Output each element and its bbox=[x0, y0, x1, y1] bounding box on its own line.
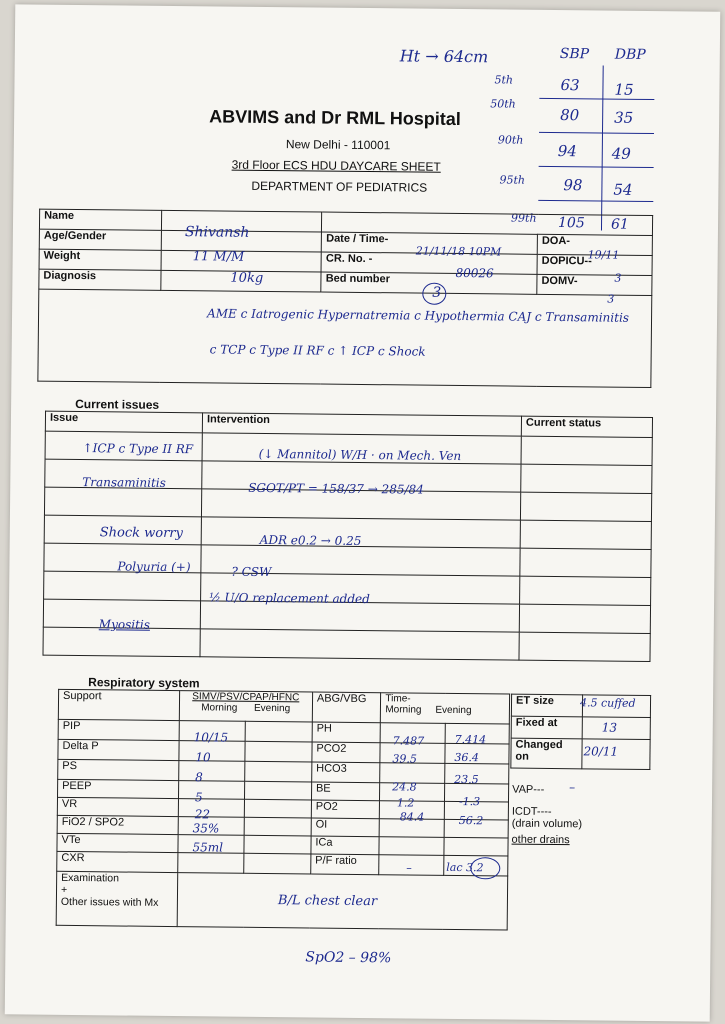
abg-label-row: PH bbox=[312, 722, 381, 743]
bp-pct-4: 99th bbox=[511, 211, 537, 225]
admission-date: 21/11/18 10PM bbox=[415, 244, 502, 259]
spo2-note: SpO2 – 98% bbox=[305, 949, 392, 967]
diagnosis-label: Diagnosis bbox=[39, 269, 161, 290]
vent-label: PEEP bbox=[58, 779, 179, 798]
abg-label-row: HCO3 bbox=[312, 762, 381, 783]
ph-morning: 7.487 bbox=[392, 734, 425, 748]
name-label: Name bbox=[39, 209, 161, 230]
bp-pct-0: 5th bbox=[494, 73, 514, 87]
abg-label-row: ICa bbox=[311, 836, 380, 855]
status-header: Current status bbox=[521, 416, 652, 437]
patient-table bbox=[37, 209, 653, 388]
mode-label: SIMV/PSV/CPAP/HFNC bbox=[192, 691, 300, 704]
dopicu-label: DOPICU-- bbox=[537, 254, 652, 275]
bed-label: Bed number bbox=[321, 272, 537, 294]
patient-age: 11 M/M bbox=[192, 249, 245, 265]
vr-morning: 22 bbox=[194, 807, 211, 822]
cr-number: 80026 bbox=[455, 265, 494, 281]
daycare-sheet bbox=[5, 4, 721, 1021]
pip-morning: 10/15 bbox=[193, 730, 229, 745]
sbp-label: SBP bbox=[559, 46, 590, 63]
vent-label: Delta P bbox=[58, 739, 179, 760]
abg-label-row: BE bbox=[311, 782, 380, 801]
ph-evening: 7.414 bbox=[454, 732, 487, 747]
bp-sbp-2: 94 bbox=[557, 142, 577, 161]
bp-pct-2: 90th bbox=[497, 133, 524, 147]
abg-label-row: P/F ratio bbox=[311, 854, 380, 875]
issue-row-4: Polyuria (+) bbox=[117, 559, 191, 575]
issue-header: Issue bbox=[45, 411, 202, 433]
hospital-name: ABVIMS and Dr RML Hospital bbox=[209, 106, 461, 130]
department: DEPARTMENT OF PEDIATRICS bbox=[251, 178, 428, 195]
issue-row-0: ↑ICP c Type II RF bbox=[82, 441, 194, 457]
abg-label-row: OI bbox=[311, 818, 380, 837]
vent-label: FiO2 / SPO2 bbox=[57, 815, 178, 834]
bp-pct-1: 50th bbox=[490, 97, 516, 111]
vent-label: PS bbox=[58, 759, 179, 780]
patient-weight: 10kg bbox=[230, 270, 264, 286]
pco2-evening: 36.4 bbox=[454, 750, 480, 765]
hospital-city: New Delhi - 110001 bbox=[285, 137, 391, 153]
fio2-morning: 35% bbox=[192, 821, 220, 836]
fixed-label: Fixed at bbox=[511, 716, 582, 739]
bp-dbp-0: 15 bbox=[614, 80, 634, 99]
bp-sbp-4: 105 bbox=[557, 215, 585, 232]
doa-value: 19/11 bbox=[587, 248, 620, 262]
bed-number: 3 bbox=[432, 284, 442, 301]
hco3-morning: 24.8 bbox=[392, 780, 417, 794]
exam-label: Examination + Other issues with Mx bbox=[56, 871, 177, 926]
changed-label: Changed on bbox=[511, 738, 582, 769]
drain-label: (drain volume) bbox=[511, 817, 583, 831]
support-label: Support bbox=[58, 689, 179, 720]
changed-value: 20/11 bbox=[583, 744, 619, 759]
hco3-evening: 23.5 bbox=[454, 772, 479, 787]
vent-label: PIP bbox=[58, 719, 179, 740]
respiratory-title: Respiratory system bbox=[88, 675, 200, 691]
vap-label: VAP--- bbox=[512, 783, 545, 796]
abg-evening: Evening bbox=[435, 704, 472, 717]
exam-value: B/L chest clear bbox=[277, 893, 378, 910]
peep-morning: 5 bbox=[194, 790, 203, 805]
bp-sbp-0: 63 bbox=[560, 76, 580, 95]
fixed-value: 13 bbox=[601, 720, 618, 735]
intervention-row-5: ½ U/O replacement added bbox=[209, 590, 370, 607]
vent-morning: Morning bbox=[201, 702, 238, 714]
dbp-label: DBP bbox=[614, 46, 646, 63]
vap-value: – bbox=[569, 780, 576, 795]
vent-label: VTe bbox=[57, 833, 178, 852]
bp-dbp-2: 49 bbox=[611, 144, 631, 163]
bp-dbp-3: 54 bbox=[613, 180, 633, 199]
intervention-row-1: SGOT/PT = 158/37 → 285/84 bbox=[248, 480, 424, 497]
date-label: Date / Time- bbox=[322, 232, 538, 254]
weight-label: Weight bbox=[39, 249, 161, 270]
issue-row-3: Shock worry bbox=[99, 525, 183, 542]
abg-label-row: PO2 bbox=[311, 800, 380, 819]
vte-morning: 55ml bbox=[192, 840, 224, 855]
abg-label: ABG/VBG bbox=[312, 692, 381, 723]
vent-label: VR bbox=[57, 797, 178, 816]
et-size-label: ET size bbox=[511, 694, 582, 717]
et-size-value: 4.5 cuffed bbox=[579, 696, 636, 710]
abg-label-row: PCO2 bbox=[312, 742, 381, 763]
abg-morning: Morning bbox=[385, 704, 422, 716]
bp-pct-3: 95th bbox=[499, 173, 526, 187]
time-label: Time- bbox=[385, 693, 411, 705]
be-evening: -1.3 bbox=[458, 795, 481, 809]
vent-evening: Evening bbox=[253, 702, 291, 715]
intervention-row-3: ADR e0.2 → 0.25 bbox=[259, 532, 362, 548]
lactate-evening: lac 3.2 bbox=[446, 860, 484, 875]
patient-name: Shivansh bbox=[184, 224, 250, 241]
bp-sbp-3: 98 bbox=[563, 176, 583, 195]
bp-dbp-1: 35 bbox=[614, 108, 634, 127]
current-issues-title: Current issues bbox=[75, 396, 160, 412]
bp-dbp-4: 61 bbox=[610, 216, 629, 233]
intervention-header: Intervention bbox=[202, 413, 521, 436]
height-note: Ht → 64cm bbox=[399, 46, 489, 67]
doa-label: DOA- bbox=[537, 234, 652, 255]
age-label: Age/Gender bbox=[39, 229, 161, 250]
delta-p-morning: 10 bbox=[195, 750, 211, 765]
issue-row-6: Myositis bbox=[98, 617, 151, 632]
po2-evening: 56.2 bbox=[458, 814, 484, 828]
cr-label: CR. No. - bbox=[321, 252, 537, 274]
intervention-row-4: ? CSW bbox=[231, 564, 272, 580]
domv-value: 3 bbox=[607, 292, 615, 306]
dopicu-value: 3 bbox=[614, 271, 622, 285]
pf-morning: – bbox=[406, 861, 412, 875]
other-drains-label: other drains bbox=[511, 833, 570, 847]
vent-label: CXR bbox=[57, 851, 178, 872]
diagnosis-line-2: c TCP c Type II RF c ↑ ICP c Shock bbox=[209, 342, 426, 359]
bp-sbp-1: 80 bbox=[560, 106, 580, 125]
domv-label: DOMV- bbox=[537, 274, 652, 295]
ps-morning: 8 bbox=[195, 770, 203, 785]
pco2-morning: 39.5 bbox=[392, 752, 417, 766]
be-morning: 1.2 bbox=[396, 796, 415, 810]
issue-row-1: Transaminitis bbox=[82, 475, 166, 490]
icdt-label: ICDT---- bbox=[511, 805, 552, 818]
intervention-row-0: (↓ Mannitol) W/H · on Mech. Ven bbox=[258, 446, 462, 464]
sheet-title: 3rd Floor ECS HDU DAYCARE SHEET bbox=[231, 157, 441, 174]
po2-morning: 84.4 bbox=[399, 810, 425, 824]
diagnosis-line-1: AME c Iatrogenic Hypernatremia c Hypothermia CAJ c Transaminitis bbox=[207, 306, 630, 325]
